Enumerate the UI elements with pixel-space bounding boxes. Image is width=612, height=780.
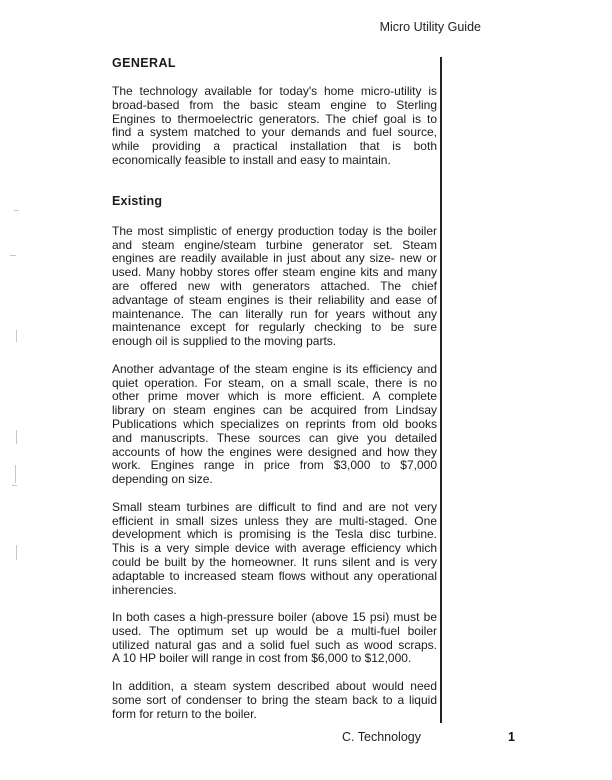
text-line: utilized natural gas and a solid fuel such as wood scraps. — [112, 637, 437, 652]
text-line: maintenance except for regularly checking to be sure — [112, 320, 437, 335]
scan-mark — [14, 210, 19, 211]
paragraph — [112, 611, 437, 666]
scan-mark — [15, 465, 16, 483]
text-line: advantage of steam engines is their reliability and ease of — [112, 292, 437, 307]
text-line: used. Many hobby stores offer steam engine kits and many — [112, 265, 437, 280]
paragraph — [112, 85, 437, 168]
text-line: economically feasible to install and easy to maintain. — [112, 152, 391, 167]
scan-mark — [12, 485, 17, 486]
text-line: A 10 HP boiler will range in cost from $6,000 to $12,000. — [112, 651, 412, 666]
scan-mark — [10, 255, 16, 256]
text-line: engines are readily available in just about any size- new or — [112, 251, 437, 266]
text-line: form for return to the boiler. — [112, 706, 257, 721]
footer-section-label: C. Technology — [342, 730, 421, 744]
text-line: This is a very simple device with average efficiency which — [112, 541, 437, 556]
text-line: accounts of how the engines were designed and how they — [112, 444, 437, 459]
scan-mark — [16, 545, 17, 560]
text-line: used. The optimum set up would be a multi-fuel boiler — [112, 623, 437, 638]
text-line: enough oil is supplied to the moving parts. — [112, 334, 337, 349]
page-body — [112, 56, 437, 735]
text-line: The technology available for today's home micro-utility is — [112, 84, 437, 98]
text-line: depending on size. — [112, 472, 213, 487]
text-line: broad-based from the basic steam engine to Sterling — [112, 97, 437, 112]
paragraph — [112, 225, 437, 349]
text-line: while providing a practical installation that is both — [112, 139, 437, 154]
text-line: efficient in small sizes unless they are multi-staged. One — [112, 513, 437, 528]
text-line: Another advantage of the steam engine is its efficiency and — [112, 361, 437, 376]
text-line: quiet operation. For steam, on a small scale, there is no — [112, 375, 437, 390]
section-heading-existing: Existing — [112, 193, 163, 208]
margin-rule — [440, 57, 442, 723]
text-line: and steam engine/steam turbine generator set. Steam — [112, 237, 437, 252]
section-heading-general: GENERAL — [112, 56, 176, 70]
text-line: find a system matched to your demands and fuel source, — [112, 125, 437, 140]
running-header: Micro Utility Guide — [379, 20, 481, 34]
text-line: Small steam turbines are difficult to find and are not very — [112, 499, 437, 514]
paragraph — [112, 680, 437, 721]
text-line: library on steam engines can be acquired from Lindsay — [112, 403, 437, 418]
text-line: development which is promising is the Tesla disc turbine. — [112, 527, 437, 542]
text-line: In both cases a high-pressure boiler (above 15 psi) must be — [112, 610, 437, 625]
scan-mark — [16, 330, 17, 342]
text-line: In addition, a steam system described about would need — [112, 679, 437, 694]
general-paragraphs — [112, 85, 437, 168]
text-line: Publications which specializes on reprints from old books — [112, 416, 437, 431]
text-line: adaptable to increased steam flows without any operational — [112, 568, 437, 583]
paragraph — [112, 501, 437, 598]
text-line: The most simplistic of energy production today is the boiler — [112, 223, 437, 238]
text-line: other prime mover which is more efficient. A complete — [112, 389, 437, 404]
paragraph — [112, 363, 437, 487]
text-line: work. Engines range in price from $3,000 to $7,000 — [112, 458, 437, 473]
text-line: Engines to thermoelectric generators. The chief goal is to — [112, 111, 437, 126]
text-line: could be built by the homeowner. It runs silent and is very — [112, 554, 437, 569]
text-line: maintenance. The can literally run for years without any — [112, 306, 437, 321]
text-line: inherencies. — [112, 582, 177, 597]
text-line: are offered new with generators attached. The chief — [112, 278, 437, 293]
existing-paragraphs — [112, 225, 437, 722]
text-line: and manuscripts. These sources can give you detailed — [112, 430, 437, 445]
page-number: 1 — [508, 730, 515, 744]
text-line: some sort of condenser to bring the steam back to a liquid — [112, 692, 437, 707]
scan-mark — [16, 430, 17, 444]
